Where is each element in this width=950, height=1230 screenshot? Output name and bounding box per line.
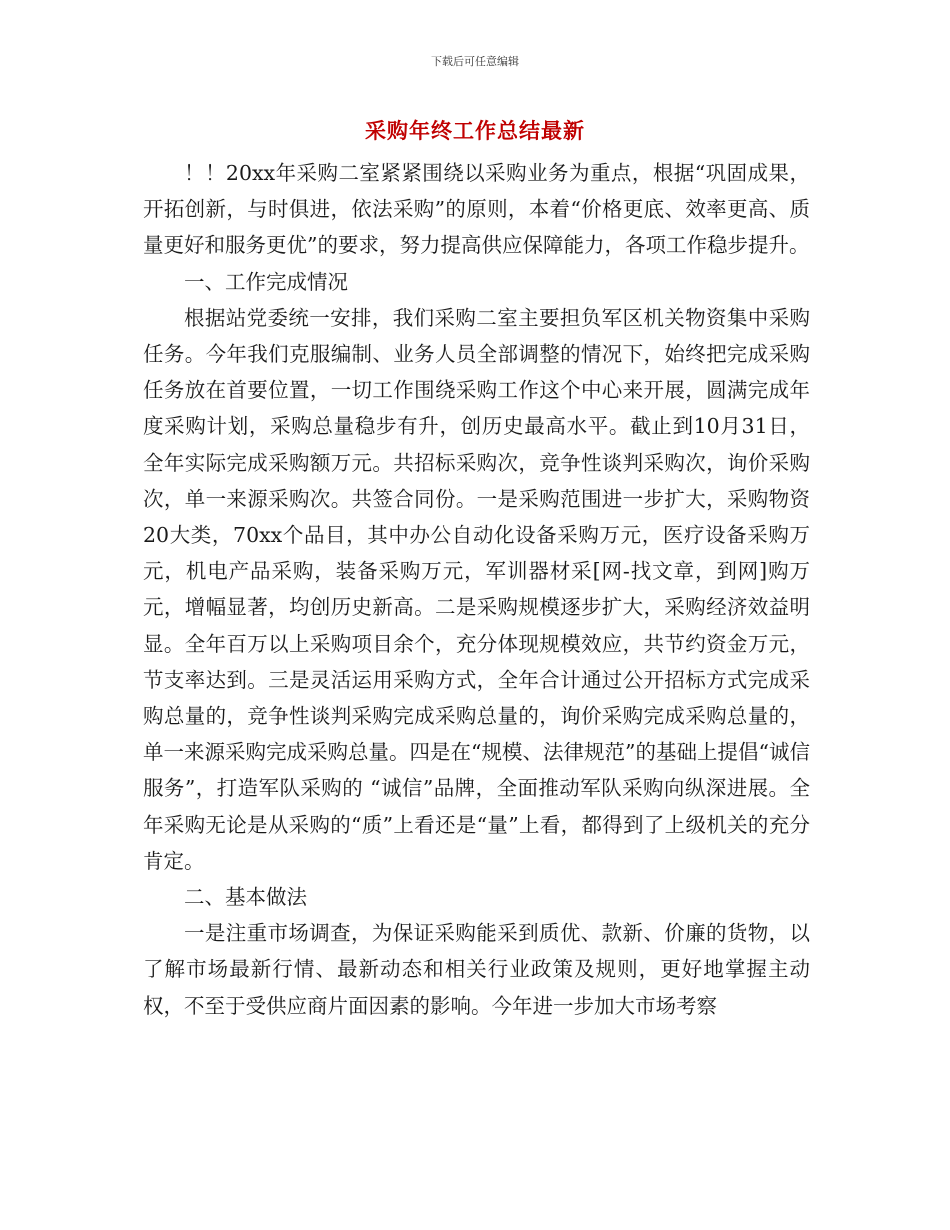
paragraph-intro: ！！20xx年采购二室紧紧围绕以采购业务为重点，根据“巩固成果，开拓创新，与时俱进，依法采购”的原则，本着“价格更底、效率更高、质量更好和服务更优”的要求，努力提高供应保障能力，各项工作稳步提升。	[143, 161, 810, 258]
section-heading-2: 二、基本做法	[184, 885, 307, 910]
document-title: 采购年终工作总结最新	[365, 118, 585, 143]
document-body	[143, 155, 810, 1024]
header-note: 下载后可任意编辑	[431, 55, 519, 68]
section-heading-1: 一、工作完成情况	[184, 269, 348, 294]
paragraph-work-completion: 根据站党委统一安排，我们采购二室主要担负军区机关物资集中采购任务。今年我们克服编制、业务人员全部调整的情况下，始终把完成采购任务放在首要位置，一切工作围绕采购工作这个中心来开展，圆满完成年度采购计划，采购总量稳步有升，创历史最高水平。截止到10月31日，全年实际完成采购额万元。共招标采购次，竞争性谈判采购次，询价采购次，单一来源采购次。共签合同份。一是采购范围进一步扩大，采购物资20大类，70xx个品目，其中办公自动化设备采购万元，医疗设备采购万元，机电产品采购，装备采购万元，军训器材采[网-找文章，到网]购万元，增幅显著，均创历史新高。二是采购规模逐步扩大，采购经济效益明显。全年百万以上采购项目余个，充分体现规模效应，共节约资金万元，节支率达到。三是灵活运用采购方式，全年合计通过公开招标方式完成采购总量的，竞争性谈判采购完成采购总量的，询价采购完成采购总量的，单一来源采购完成采购总量。四是在“规模、法律规范”的基础上提倡“诚信服务”，打造军队采购的 “诚信”品牌，全面推动军队采购向纵深进展。全年采购无论是从采购的“质”上看还是“量”上看，都得到了上级机关的充分肯定。	[143, 305, 810, 873]
paragraph-basic-methods: 一是注重市场调查，为保证采购能采到质优、款新、价廉的货物，以了解市场最新行情、最新动态和相关行业政策及规则，更好地掌握主动权，不至于受供应商片面因素的影响。今年进一步加大市场考察	[143, 921, 810, 1018]
